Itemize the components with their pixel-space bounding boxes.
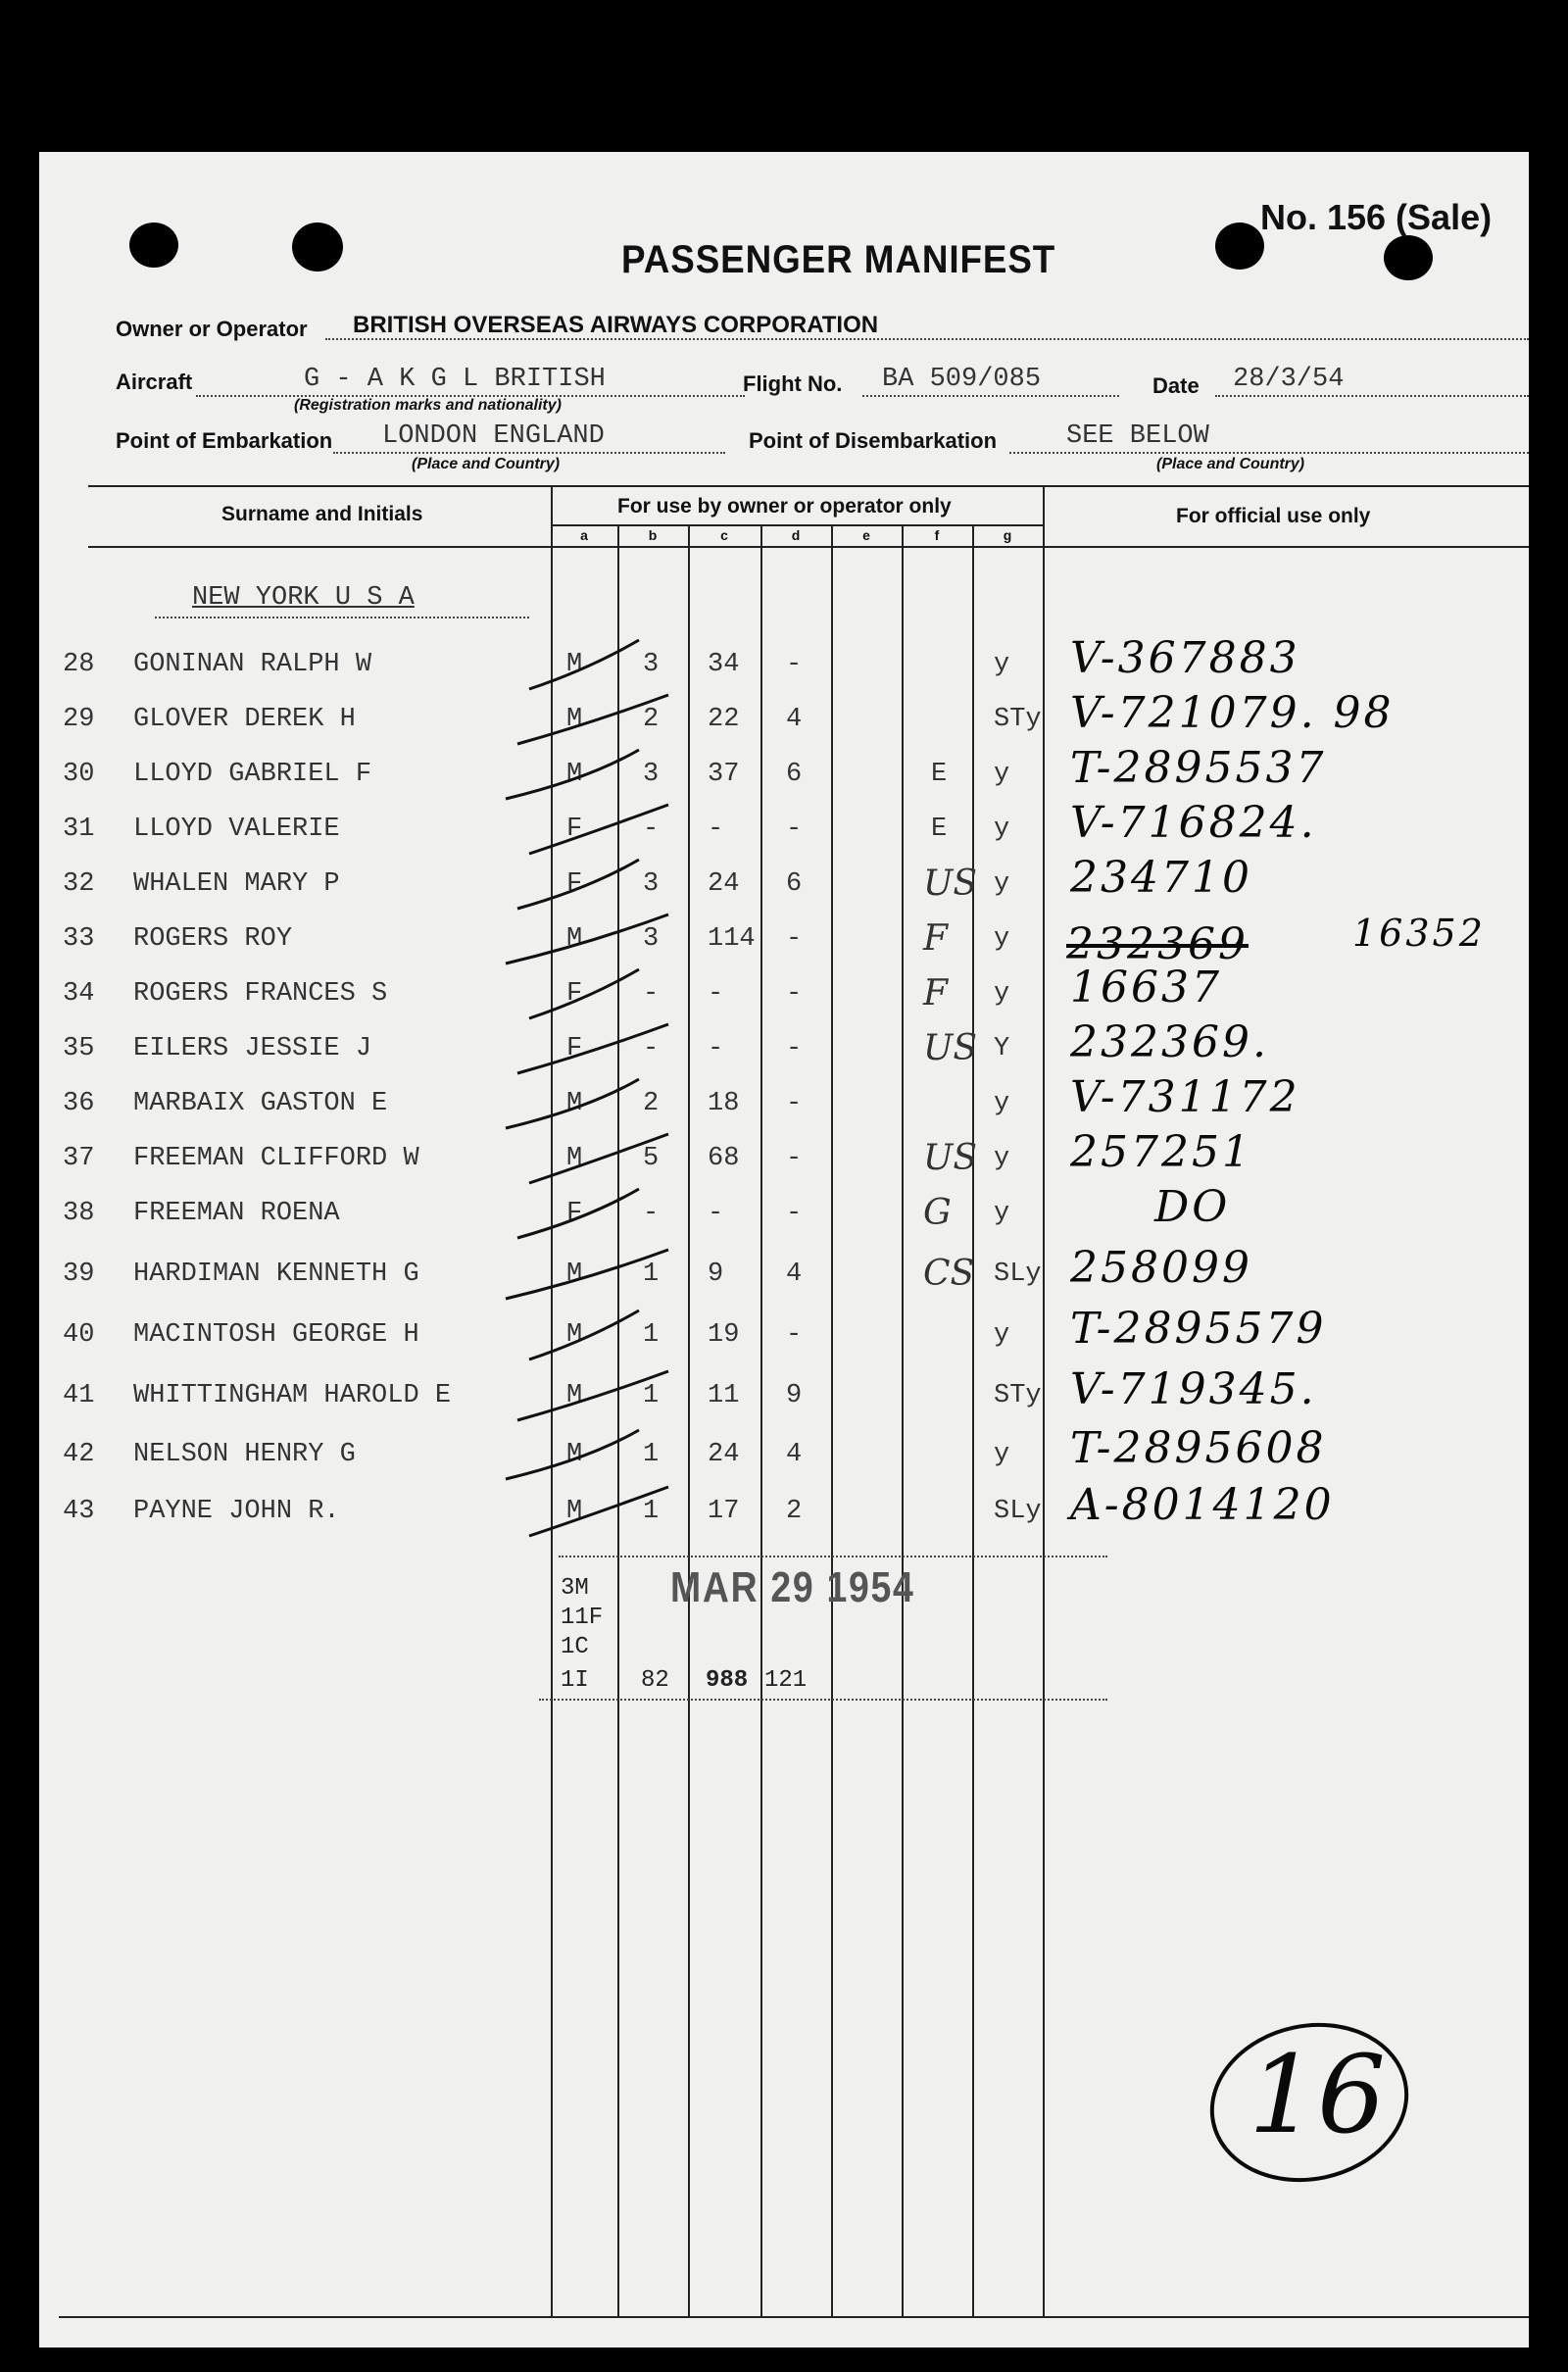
total-male: 3M [561,1575,589,1602]
check-mark [506,1079,639,1128]
col-b-value: - [643,979,660,1009]
check-mark [506,750,639,799]
official-number: DO [1154,1182,1231,1232]
page-title: PASSENGER MANIFEST [621,238,1056,281]
official-number: V-716824. [1070,798,1317,848]
disembark-value: SEE BELOW [1066,421,1209,451]
col-c-value: 17 [708,1497,740,1526]
official-number: 258099 [1070,1243,1252,1293]
totals-dotted-line-bottom [539,1699,1107,1701]
col-c-value: 22 [708,705,740,734]
col-a-sex: M [566,924,583,954]
col-d-value: 6 [786,869,803,899]
col-a-sex: M [566,650,583,679]
col-c-value: 19 [708,1320,740,1350]
official-number: 16637 [1070,963,1222,1013]
passenger-name: MACINTOSH GEORGE H [133,1320,419,1350]
col-b-value: 3 [643,869,660,899]
col-g-value: SLy [994,1497,1042,1526]
row-number: 40 [63,1320,95,1350]
owner-value: BRITISH OVERSEAS AIRWAYS CORPORATION [353,312,879,338]
embark-label: Point of Embarkation [116,428,333,453]
check-mark [529,1134,668,1183]
col-g-value: y [994,760,1010,789]
col-g-value: y [994,1199,1010,1228]
col-a-sex: F [566,1034,583,1063]
col-c-value: 24 [708,1440,740,1469]
col-b-value: 1 [643,1320,660,1350]
col-c-value: - [708,1199,724,1228]
col-g-value: y [994,1320,1010,1350]
passenger-name: NELSON HENRY G [133,1440,356,1469]
row-number: 36 [63,1089,95,1118]
row-number: 42 [63,1440,95,1469]
passenger-name: PAYNE JOHN R. [133,1497,340,1526]
col-a-sex: M [566,705,583,734]
owner-label: Owner or Operator [116,317,308,341]
check-mark [529,1487,668,1536]
official-number: A-8014120 [1070,1480,1335,1530]
check-mark [517,695,668,744]
col-letter-c: c [720,527,728,543]
col-f-value: US [923,1138,978,1178]
col-f-value: E [931,760,948,789]
row-number: 41 [63,1381,95,1410]
col-c-value: 11 [708,1381,740,1410]
col-a-sex: F [566,815,583,844]
official-number: T-2895608 [1070,1423,1327,1473]
col-f-value: E [931,815,948,844]
col-g-value: y [994,650,1010,679]
passenger-name: GLOVER DEREK H [133,705,356,734]
col-d-value: - [786,924,803,954]
col-g-value: y [994,815,1010,844]
col-f-value: F [923,973,948,1013]
col-c-value: 34 [708,650,740,679]
aircraft-value: G - A K G L BRITISH [304,365,606,394]
passenger-name: FREEMAN ROENA [133,1199,340,1228]
col-d-value: 4 [786,1260,803,1289]
col-c-value: 24 [708,869,740,899]
col-g-value: y [994,1440,1010,1469]
disembark-note: (Place and Country) [1156,456,1305,472]
aircraft-note: (Registration marks and nationality) [294,397,562,414]
official-number: T-2895537 [1070,743,1327,793]
surname-header: Surname and Initials [221,503,423,525]
official-use-header: For official use only [1176,505,1371,527]
disembark-label: Point of Disembarkation [749,428,998,453]
col-b-value: 1 [643,1260,660,1289]
flight-label: Flight No. [743,371,843,396]
col-c-value: - [708,979,724,1009]
passenger-name: LLOYD GABRIEL F [133,760,372,789]
row-number: 39 [63,1260,95,1289]
col-a-sex: M [566,1144,583,1173]
col-c-value: 68 [708,1144,740,1173]
official-number: T-2895579 [1070,1304,1327,1354]
col-d-value: - [786,1034,803,1063]
col-letter-g: g [1003,527,1012,543]
passenger-name: LLOYD VALERIE [133,815,340,844]
row-number: 28 [63,650,95,679]
total-d: 121 [764,1667,808,1694]
col-g-value: y [994,924,1010,954]
passenger-name: MARBAIX GASTON E [133,1089,388,1118]
col-letter-b: b [648,527,658,543]
col-b-value: 3 [643,924,660,954]
col-d-value: 6 [786,760,803,789]
col-d-value: 4 [786,705,803,734]
row-number: 29 [63,705,95,734]
col-d-value: 2 [786,1497,803,1526]
official-number: V-719345. [1070,1364,1317,1414]
passenger-name: HARDIMAN KENNETH G [133,1260,419,1289]
col-c-value: 37 [708,760,740,789]
col-c-value: 114 [708,924,756,954]
col-a-sex: F [566,979,583,1009]
flight-value: BA 509/085 [882,365,1042,394]
col-b-value: 2 [643,1089,660,1118]
col-f-value: US [923,1028,978,1068]
check-mark [506,1250,668,1299]
col-a-sex: M [566,1320,583,1350]
struck-official-number: 232369 [1066,919,1249,969]
col-f-value: F [923,918,948,959]
check-mark [506,914,668,964]
col-letter-e: e [862,527,870,543]
col-c-value: - [708,1034,724,1063]
passenger-name: WHALEN MARY P [133,869,340,899]
col-g-value: Y [994,1034,1010,1063]
passenger-name: ROGERS FRANCES S [133,979,388,1009]
col-letter-a: a [580,527,588,543]
check-mark [517,1024,668,1073]
col-a-sex: M [566,1381,583,1410]
col-a-sex: F [566,869,583,899]
col-f-value: G [923,1193,952,1233]
col-a-sex: M [566,760,583,789]
col-a-sex: M [566,1497,583,1526]
col-g-value: y [994,1144,1010,1173]
row-number: 34 [63,979,95,1009]
col-a-sex: M [566,1440,583,1469]
date-value: 28/3/54 [1233,365,1345,394]
embark-value: LONDON ENGLAND [382,421,605,451]
check-mark [517,1189,639,1238]
official-number: V-731172 [1070,1072,1300,1122]
row-number: 37 [63,1144,95,1173]
passenger-name: WHITTINGHAM HAROLD E [133,1381,452,1410]
col-g-value: y [994,979,1010,1009]
col-d-value: 4 [786,1440,803,1469]
total-infant: 1I [561,1667,589,1694]
owner-use-header: For use by owner or operator only [617,495,952,518]
check-mark [517,860,639,909]
col-f-value: CS [923,1254,975,1294]
col-d-value: - [786,650,803,679]
check-mark [529,805,668,854]
col-b-value: 5 [643,1144,660,1173]
check-mark [506,1430,639,1479]
col-g-value: y [994,869,1010,899]
col-d-value: - [786,1320,803,1350]
totals-dotted-line-top [559,1556,1107,1557]
col-b-value: - [643,1199,660,1228]
passenger-name: EILERS JESSIE J [133,1034,372,1063]
check-mark [529,640,639,689]
check-mark [517,1371,668,1420]
total-female: 11F [561,1605,604,1631]
passenger-name: ROGERS ROY [133,924,293,954]
total-child: 1C [561,1634,589,1660]
official-number: V-721079. 98 [1070,688,1395,738]
col-letter-f: f [934,527,940,543]
col-d-value: - [786,979,803,1009]
aircraft-label: Aircraft [116,370,193,394]
col-b-value: - [643,815,660,844]
total-c: 988 [706,1667,749,1694]
col-d-value: - [786,1144,803,1173]
embark-note: (Place and Country) [412,456,561,472]
check-mark [529,1310,639,1359]
col-a-sex: M [566,1089,583,1118]
passenger-name: FREEMAN CLIFFORD W [133,1144,419,1173]
col-b-value: 1 [643,1497,660,1526]
official-number: 257251 [1070,1127,1252,1177]
page-number: 16 [1249,2032,1386,2157]
col-b-value: 3 [643,760,660,789]
col-c-value: 18 [708,1089,740,1118]
official-number: V-367883 [1070,633,1300,683]
col-f-value: US [923,864,978,904]
col-g-value: STy [994,705,1042,734]
manifest-sheet [39,152,1529,2347]
col-letter-d: d [791,527,801,543]
col-d-value: - [786,1199,803,1228]
date-stamp: MAR 29 1954 [670,1563,915,1611]
col-d-value: - [786,1089,803,1118]
passenger-name: GONINAN RALPH W [133,650,372,679]
row-number: 38 [63,1199,95,1228]
row-number: 35 [63,1034,95,1063]
total-b: 82 [641,1667,669,1694]
official-number: 232369. [1070,1017,1269,1067]
col-c-value: 9 [708,1260,724,1289]
col-d-value: - [786,815,803,844]
date-label: Date [1152,373,1200,398]
row-number: 30 [63,760,95,789]
col-b-value: 2 [643,705,660,734]
col-d-value: 9 [786,1381,803,1410]
col-g-value: SLy [994,1260,1042,1289]
row-number: 32 [63,869,95,899]
row-number: 31 [63,815,95,844]
row-number: 33 [63,924,95,954]
section-heading: NEW YORK U S A [192,583,415,613]
col-b-value: 3 [643,650,660,679]
row-number: 43 [63,1497,95,1526]
col-g-value: STy [994,1381,1042,1410]
col-a-sex: M [566,1260,583,1289]
col-g-value: y [994,1089,1010,1118]
col-b-value: 1 [643,1381,660,1410]
form-number: No. 156 (Sale) [1260,197,1493,237]
official-number: 234710 [1070,853,1252,903]
col-c-value: - [708,815,724,844]
check-mark [529,969,639,1018]
col-b-value: - [643,1034,660,1063]
col-b-value: 1 [643,1440,660,1469]
col-a-sex: F [566,1199,583,1228]
official-number: 16352 [1352,912,1486,955]
